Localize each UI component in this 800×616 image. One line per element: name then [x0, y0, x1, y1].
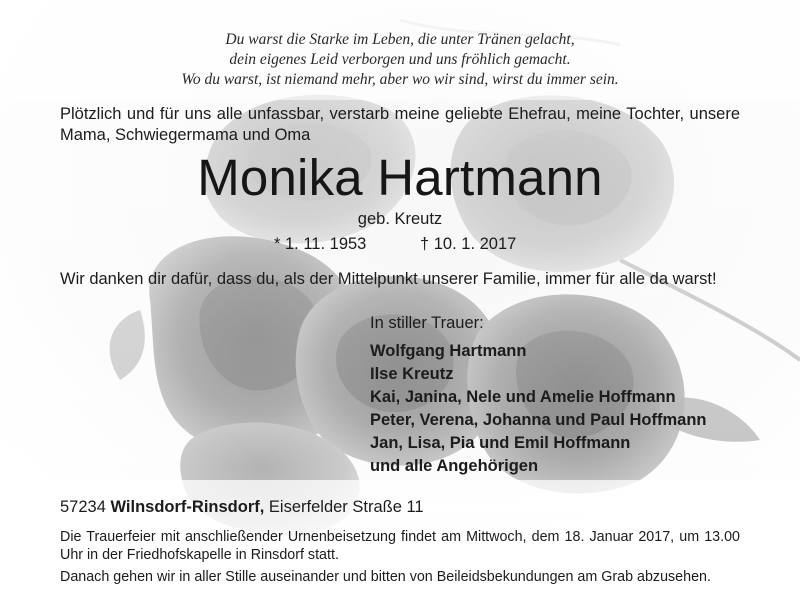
poem-line: Du warst die Starke im Leben, die unter Tränen gelacht, [225, 31, 575, 48]
mourner-name: und alle Angehörigen [370, 457, 539, 475]
mourners-list [370, 340, 707, 478]
mourner-name: Peter, Verena, Johanna und Paul Hoffmann [370, 411, 707, 429]
closing-notice: Danach gehen wir in aller Stille auseinander und bitten von Beileidsbekundungen am Grab abzusehen. [60, 569, 711, 585]
life-dates [274, 233, 594, 255]
funeral-notice: Die Trauerfeier mit anschließender Urnenbeisetzung findet am Mittwoch, dem 18. Januar 2017, um 13.00 Uhr in der Friedhofskapelle in Rinsdorf statt. [60, 529, 740, 563]
deceased-name: Monika Hartmann [197, 149, 603, 206]
address-street: Eiserfelder Straße 11 [268, 498, 424, 516]
poem [60, 30, 740, 90]
address-town: Wilnsdorf-Rinsdorf, [110, 498, 265, 516]
death-date: † 10. 1. 2017 [420, 235, 517, 253]
mourner-name: Jan, Lisa, Pia und Emil Hoffmann [370, 434, 631, 452]
birth-name: geb. Kreutz [357, 210, 443, 228]
thanks-text: Wir danken dir dafür, dass du, als der Mittelpunkt unserer Familie, immer für alle da warst! [60, 270, 717, 288]
poem-line: Wo du warst, ist niemand mehr, aber wo wir sind, wirst du immer sein. [181, 71, 619, 88]
address-postcode: 57234 [60, 498, 106, 516]
mourner-name: Wolfgang Hartmann [370, 342, 527, 360]
mourner-name: Ilse Kreutz [370, 365, 454, 383]
birth-date: * 1. 11. 1953 [274, 235, 367, 253]
poem-line: dein eigenes Leid verborgen und uns fröhlich gemacht. [229, 51, 571, 68]
mourning-label: In stiller Trauer: [370, 314, 484, 332]
address [60, 497, 424, 518]
intro-text: Plötzlich und für uns alle unfassbar, verstarb meine geliebte Ehefrau, meine Tochter, unsere Mama, Schwiegermama und Oma [60, 105, 740, 144]
mourner-name: Kai, Janina, Nele und Amelie Hoffmann [370, 388, 676, 406]
